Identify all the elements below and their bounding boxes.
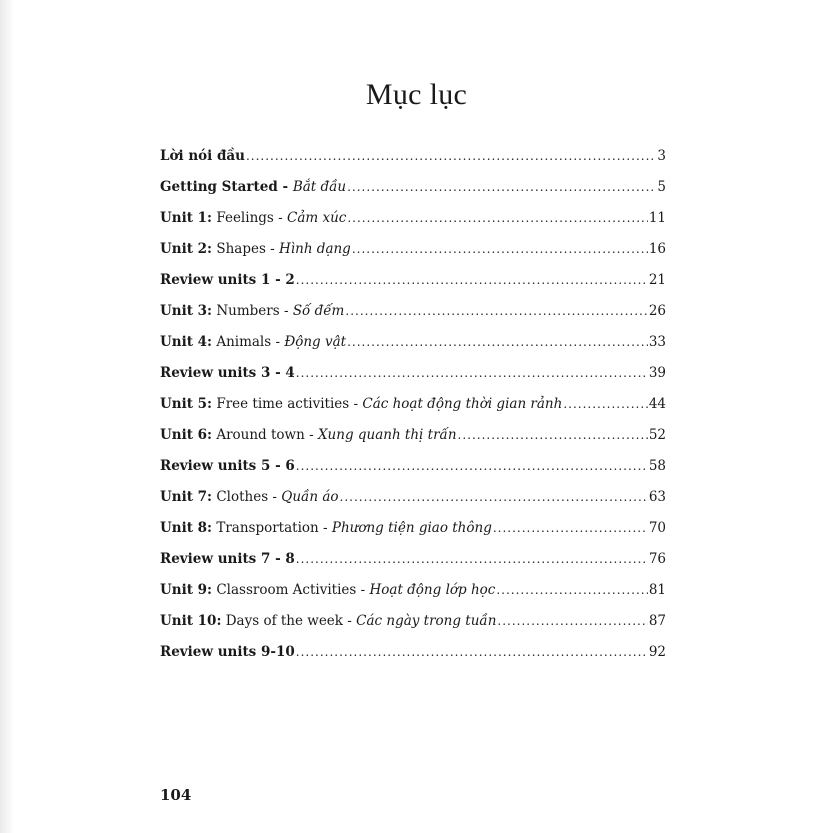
english-title: Review units 1 - 2 xyxy=(160,272,295,288)
title-separator: - xyxy=(279,303,293,319)
toc-entry xyxy=(160,517,666,548)
toc-entry xyxy=(160,362,666,393)
unit-number: Unit 6: xyxy=(160,427,213,443)
title-separator: - xyxy=(277,179,293,195)
dot-leader xyxy=(458,424,648,446)
english-title: Free time activities xyxy=(212,396,350,412)
english-title: Review units 7 - 8 xyxy=(160,551,295,567)
vietnamese-title: Phương tiện giao thông xyxy=(331,520,492,536)
toc-page-number: 81 xyxy=(648,582,666,598)
vietnamese-title: Các hoạt động thời gian rảnh xyxy=(362,396,563,412)
vietnamese-title: Hoạt động lớp học xyxy=(369,582,496,598)
vietnamese-title: Xung quanh thị trấn xyxy=(317,427,457,443)
toc-entry-label xyxy=(160,548,295,570)
dot-leader xyxy=(246,145,656,167)
dot-leader xyxy=(563,393,647,415)
toc-entry-label xyxy=(160,145,245,167)
vietnamese-title: Hình dạng xyxy=(279,241,351,257)
toc-entry-label xyxy=(160,610,496,632)
title-separator: - xyxy=(265,241,280,257)
english-title: Classroom Activities xyxy=(212,582,357,598)
dot-leader xyxy=(497,610,647,632)
dot-leader xyxy=(496,579,647,601)
toc-entry-label xyxy=(160,393,562,415)
toc-page-number: 58 xyxy=(648,458,666,474)
toc-page-number: 92 xyxy=(648,644,666,660)
toc-page-number: 70 xyxy=(648,520,666,536)
title-separator: - xyxy=(356,582,370,598)
toc-page-number: 11 xyxy=(648,210,666,226)
toc-entry-label xyxy=(160,269,295,291)
toc-entry-label xyxy=(160,207,346,229)
toc-page-number: 52 xyxy=(648,427,666,443)
page-number: 104 xyxy=(160,786,192,804)
dot-leader xyxy=(347,207,647,229)
toc-entry-label xyxy=(160,176,346,198)
toc-entry xyxy=(160,331,666,362)
dot-leader xyxy=(296,455,648,477)
english-title: Days of the week xyxy=(221,613,343,629)
vietnamese-title: Động vật xyxy=(284,334,347,350)
vietnamese-title: Các ngày trong tuần xyxy=(356,613,497,629)
toc-entry-label xyxy=(160,486,339,508)
page-title: Mục lục xyxy=(365,78,468,112)
toc-page-number: 87 xyxy=(648,613,666,629)
toc-entry-label xyxy=(160,424,457,446)
toc-page-number: 3 xyxy=(657,148,666,164)
unit-number: Unit 1: xyxy=(160,210,213,226)
toc-entry xyxy=(160,579,666,610)
toc-page-number: 63 xyxy=(648,489,666,505)
dot-leader xyxy=(345,300,647,322)
toc-page-number: 44 xyxy=(648,396,666,412)
toc-entry xyxy=(160,238,666,269)
english-title: Getting Started xyxy=(160,179,278,195)
title-separator: - xyxy=(318,520,332,536)
toc-entry-label xyxy=(160,517,492,539)
toc-entry xyxy=(160,455,666,486)
title-separator: - xyxy=(268,489,282,505)
unit-number: Unit 3: xyxy=(160,303,213,319)
vietnamese-title: Cảm xúc xyxy=(287,210,347,226)
title-separator: - xyxy=(349,396,363,412)
vietnamese-title: Quần áo xyxy=(281,489,339,505)
toc-entry-label xyxy=(160,362,295,384)
english-title: Numbers xyxy=(212,303,280,319)
toc-entry xyxy=(160,548,666,579)
dot-leader xyxy=(352,238,648,260)
unit-number: Unit 9: xyxy=(160,582,213,598)
toc-entry xyxy=(160,207,666,238)
vietnamese-title: Số đếm xyxy=(292,303,345,319)
dot-leader xyxy=(296,362,648,384)
dot-leader xyxy=(347,331,648,353)
english-title: Review units 9-10 xyxy=(160,644,295,660)
toc-entry xyxy=(160,610,666,641)
page-edge-shadow xyxy=(0,0,14,833)
unit-number: Unit 7: xyxy=(160,489,213,505)
dot-leader xyxy=(296,269,648,291)
title-separator: - xyxy=(273,210,287,226)
vietnamese-title: Bắt đầu xyxy=(292,179,347,195)
toc-page-number: 39 xyxy=(648,365,666,381)
toc-entry-label xyxy=(160,579,495,601)
toc-page-number: 5 xyxy=(657,179,666,195)
toc-entry-label xyxy=(160,455,295,477)
toc-entry xyxy=(160,176,666,207)
toc-page-number: 21 xyxy=(648,272,666,288)
unit-number: Unit 5: xyxy=(160,396,213,412)
unit-number: Unit 10: xyxy=(160,613,222,629)
toc-page-number: 16 xyxy=(648,241,666,257)
english-title: Shapes xyxy=(212,241,266,257)
toc-entry xyxy=(160,486,666,517)
toc-entry xyxy=(160,300,666,331)
unit-number: Unit 4: xyxy=(160,334,213,350)
toc-entry-label xyxy=(160,238,351,260)
english-title: Clothes xyxy=(212,489,269,505)
toc-entry xyxy=(160,269,666,300)
dot-leader xyxy=(296,548,648,570)
toc-page-number: 26 xyxy=(648,303,666,319)
title-separator: - xyxy=(342,613,357,629)
toc-entry-label xyxy=(160,331,346,353)
english-title: Animals xyxy=(212,334,272,350)
dot-leader xyxy=(347,176,656,198)
toc-entry xyxy=(160,145,666,176)
english-title: Around town xyxy=(212,427,305,443)
toc-entry-label xyxy=(160,300,344,322)
english-title: Review units 5 - 6 xyxy=(160,458,295,474)
english-title: Lời nói đầu xyxy=(160,148,245,164)
toc-entry xyxy=(160,424,666,455)
dot-leader xyxy=(493,517,648,539)
unit-number: Unit 8: xyxy=(160,520,213,536)
dot-leader xyxy=(340,486,648,508)
english-title: Review units 3 - 4 xyxy=(160,365,295,381)
dot-leader xyxy=(296,641,648,663)
english-title: Feelings xyxy=(212,210,274,226)
title-separator: - xyxy=(271,334,285,350)
toc-entry xyxy=(160,641,666,672)
toc-entry xyxy=(160,393,666,424)
toc-entry-label xyxy=(160,641,295,663)
toc-page-number: 76 xyxy=(648,551,666,567)
title-separator: - xyxy=(304,427,318,443)
table-of-contents xyxy=(160,145,666,672)
english-title: Transportation xyxy=(212,520,319,536)
toc-page-number: 33 xyxy=(648,334,666,350)
unit-number: Unit 2: xyxy=(160,241,213,257)
